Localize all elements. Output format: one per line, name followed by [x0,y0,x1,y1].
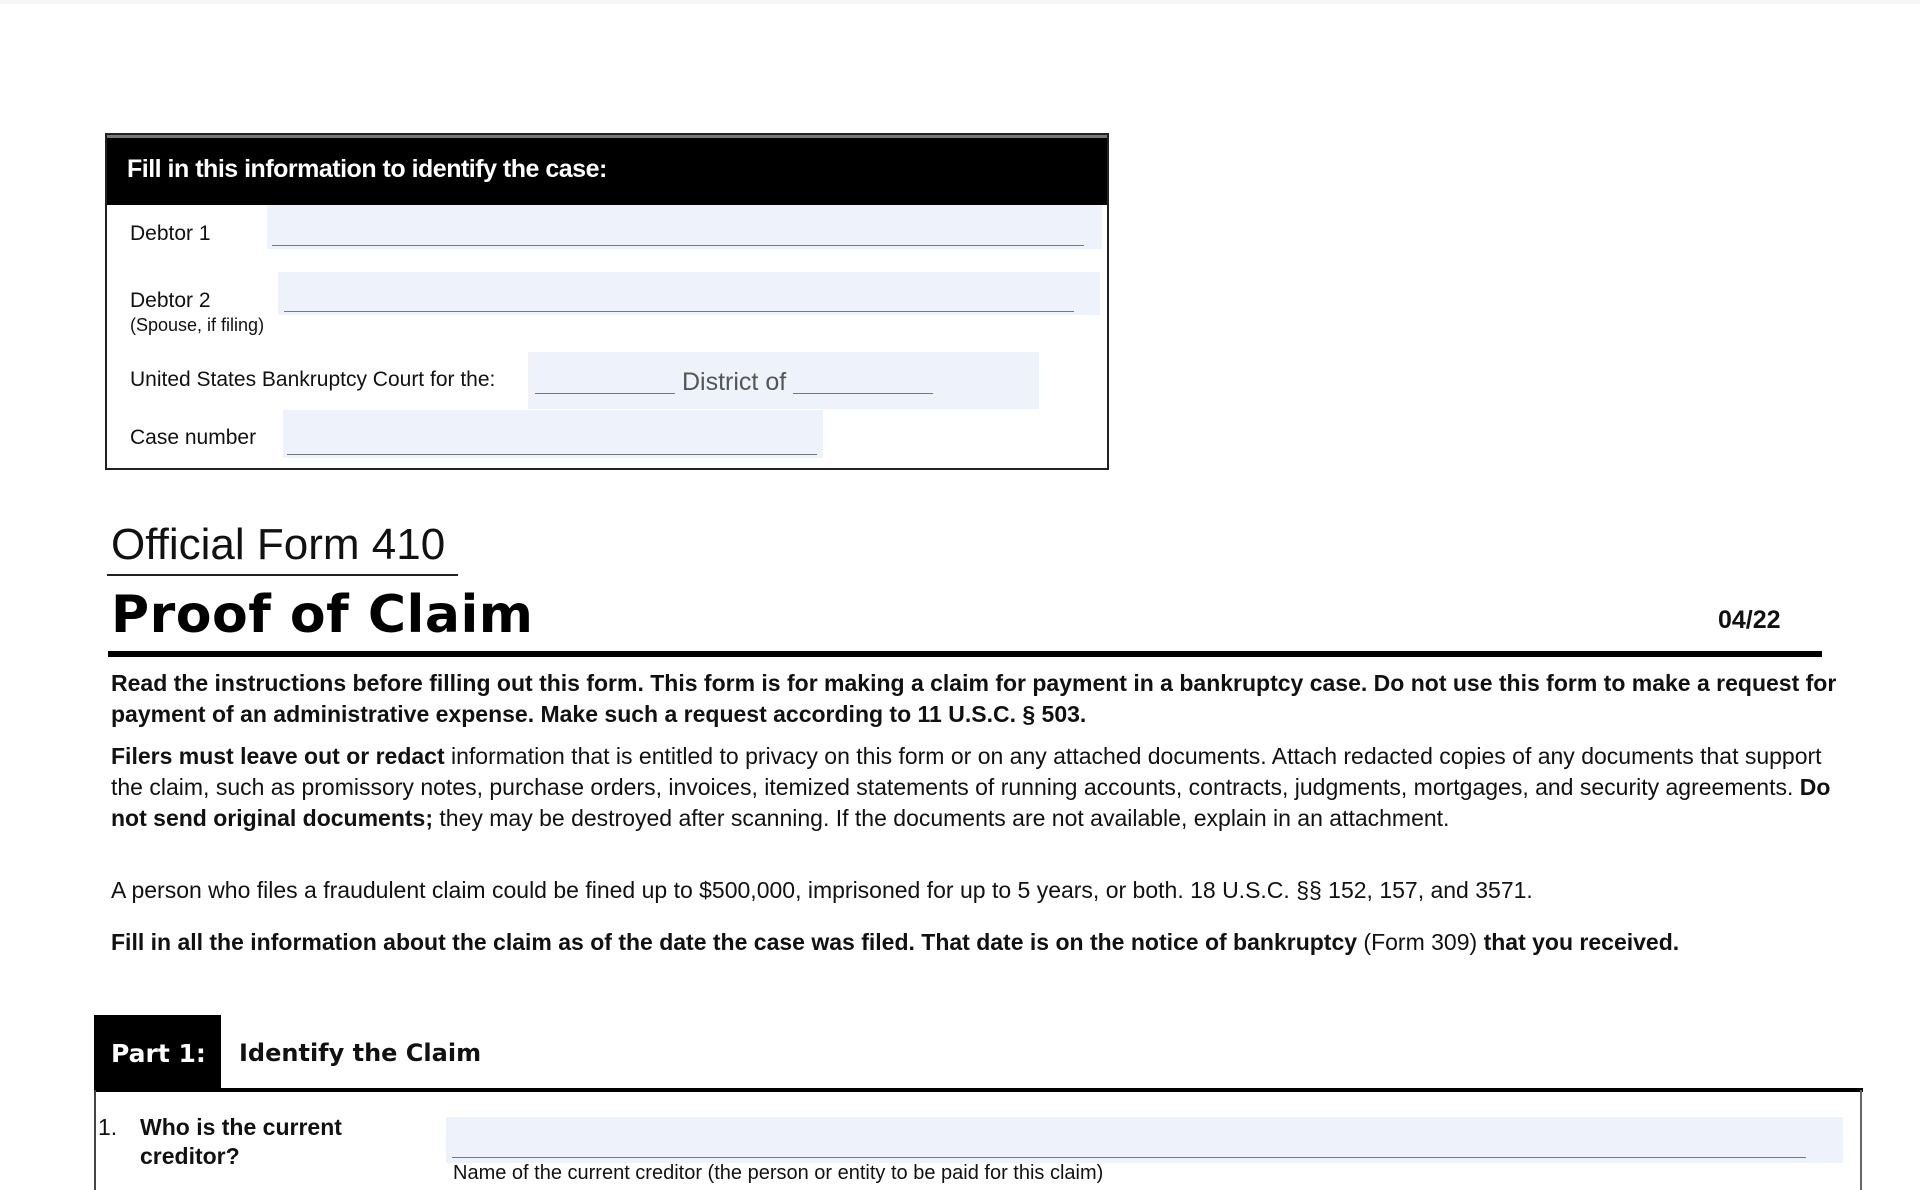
q1-number: 1. [98,1114,118,1140]
form-number: Official Form 410 [111,520,446,569]
redact-text: information that is entitled to privacy on this form or on any attached documents. Attach redacted copies of any documents that support the claim, such as promissory notes, purchase orders, invoices, itemized statements of running accounts, contracts, judgments, mortgages, and security agreements. [111,743,1822,800]
case-info-header-text: Fill in this information to identify the case: [127,155,607,183]
court-left-underline[interactable] [535,393,675,394]
form-309-text: (Form 309) [1357,929,1484,955]
form-number-rule [107,574,458,576]
debtor1-label: Debtor 1 [130,222,211,245]
fraud-warning: A person who files a fraudulent claim could be fined up to $500,000, imprisoned for up to 5 years, or both. 18 U.S.C. §§ 152, 157, and 3571. [111,877,1533,903]
district-of-text: District of [682,368,787,396]
current-creditor-caption: Name of the current creditor (the person or entity to be paid for this claim) [453,1162,1104,1184]
part1-label: Part 1: [111,1039,206,1068]
debtor2-label: Debtor 2 [130,289,211,312]
instructions-paragraph-4 [111,927,1911,958]
fill-in-emphasis: Fill in all the information about the claim as of the date the case was filed. That date is on the notice of bankruptcy [111,929,1358,955]
case-number-underline [287,454,817,455]
title-divider [108,651,1822,657]
part1-right-border [1860,1090,1862,1190]
debtor2-field[interactable] [278,272,1100,315]
page-top-edge [0,0,1920,4]
current-creditor-underline [452,1157,1806,1158]
case-number-field[interactable] [283,410,823,458]
q1-line2: creditor? [140,1143,240,1169]
redact-emphasis: Filers must leave out or redact [111,743,445,769]
current-creditor-field[interactable] [446,1117,1843,1163]
debtor1-field[interactable] [267,205,1102,249]
no-originals-text: they may be destroyed after scanning. If the documents are not available, explain in an attachment. [433,805,1450,831]
form-revision-date: 04/22 [1718,606,1781,634]
part1-title: Identify the Claim [239,1039,482,1067]
court-label: United States Bankruptcy Court for the: [130,368,496,391]
q1-line1: Who is the current [140,1114,342,1140]
court-field[interactable] [528,352,1039,409]
case-info-header [107,135,1107,205]
no-originals-emphasis: Do not send original documents; [111,774,1831,831]
court-right-underline[interactable] [793,393,933,394]
debtor1-underline [272,245,1084,246]
received-emphasis: that you received. [1483,929,1680,955]
case-number-label: Case number [130,426,257,449]
part1-left-border [94,1090,96,1190]
instructions-paragraph-2 [111,741,1851,834]
page-title: Proof of Claim [111,585,534,645]
debtor2-underline [284,311,1074,312]
part1-rule [94,1088,1863,1092]
part1-badge [94,1015,221,1090]
debtor2-sublabel: (Spouse, if filing) [130,315,265,335]
instructions-paragraph-1: Read the instructions before filling out this form. This form is for making a claim for payment in a bankruptcy case. Do not use this form to make a request for payment of an administrative expense. Make such a request according to 11 U.S.C. § 503. [111,670,1837,727]
